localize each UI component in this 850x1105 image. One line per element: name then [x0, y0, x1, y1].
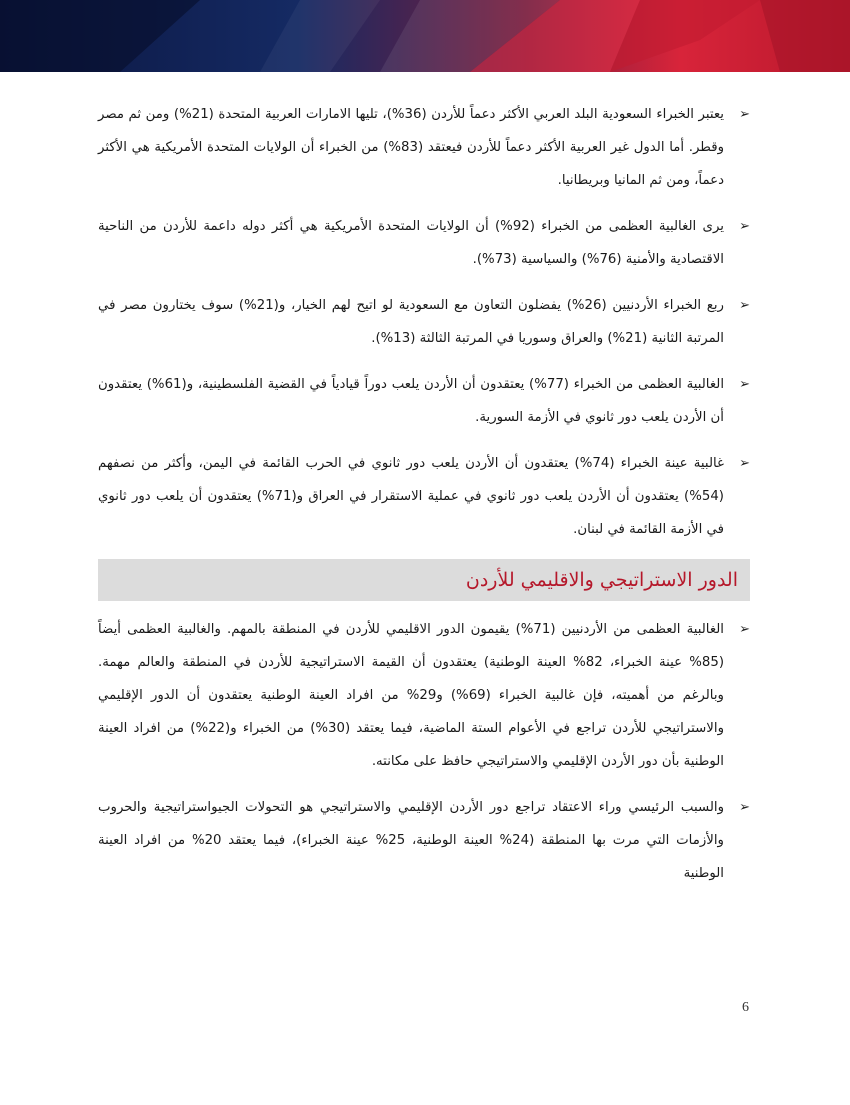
- paragraph-text: غالبية عينة الخبراء (74%) يعتقدون أن الأردن يلعب دور ثانوي في الحرب القائمة في اليمن، وأكثر من نصفهم (54%) يعتقدون أن الأردن يلعب دور ثانوي في عملية الاستقرار في العراق و(71%) يعتقدون أن يلعب دور ثانوي في الأزمة القائمة في لبنان.: [98, 456, 724, 537]
- bullet-paragraph: [98, 98, 750, 197]
- bullet-paragraph: [98, 368, 750, 434]
- arrow-bullet-icon: ➢: [739, 219, 750, 234]
- arrow-bullet-icon: ➢: [739, 622, 750, 637]
- paragraph-text: والسبب الرئيسي وراء الاعتقاد تراجع دور الأردن الإقليمي والاستراتيجي هو التحولات الجيواستراتيجية والحروب والأزمات التي مرت بها المنطقة (24% العينة الوطنية، 25% عينة الخبراء)، فيما يعتقد 20% من افراد العينة الوطنية: [98, 800, 724, 881]
- paragraph-text: يعتبر الخبراء السعودية البلد العربي الأكثر دعماً للأردن (36%)، تليها الامارات العربية المتحدة (21%) ومن ثم مصر وقطر. أما الدول غير العربية الأكثر دعماً للأردن فيعتقد (83%) من الخبراء أن الولايات المتحدة الأمريكية هي الأكثر دعماً، ومن ثم المانيا وبريطانيا.: [98, 107, 724, 188]
- bullet-paragraph: [98, 447, 750, 546]
- bullet-paragraph: [98, 210, 750, 276]
- paragraph-text: ربع الخبراء الأردنيين (26%) يفضلون التعاون مع السعودية لو اتيح لهم الخيار، و(21%) سوف يختارون مصر في المرتبة الثانية (21%) والعراق وسوريا في المرتبة الثالثة (13%).: [98, 298, 724, 346]
- header-banner: [0, 0, 850, 72]
- banner-graphic: [0, 0, 850, 72]
- bullet-paragraph: [98, 289, 750, 355]
- bullet-paragraph: [98, 613, 750, 778]
- section-heading: الدور الاستراتيجي والاقليمي للأردن: [98, 559, 750, 601]
- arrow-bullet-icon: ➢: [739, 107, 750, 122]
- paragraph-text: يرى الغالبية العظمى من الخبراء (92%) أن الولايات المتحدة الأمريكية هي أكثر دوله داعمة للأردن من الناحية الاقتصادية والأمنية (76%) والسياسية (73%).: [98, 219, 724, 267]
- arrow-bullet-icon: ➢: [739, 456, 750, 471]
- paragraph-text: الغالبية العظمى من الأردنيين (71%) يقيمون الدور الاقليمي للأردن في المنطقة بالمهم. والغالبية العظمى أيضاً (85% عينة الخبراء، 82% العينة الوطنية) يعتقدون أن القيمة الاستراتيجية للأردن في المنطقة والعالم مهمة. وبالرغم من أهميته، فإن غالبية الخبراء (69%) و29% من افراد العينة الوطنية يعتقدون أن الدور الإقليمي والاستراتيجي للأردن تراجع في الأعوام الستة الماضية، فيما يعتقد (30%) من الخبراء و(22%) من افراد العينة الوطنية بأن دور الأردن الإقليمي والاستراتيجي حافظ على مكانته.: [98, 622, 725, 769]
- bullet-paragraph: [98, 791, 750, 890]
- arrow-bullet-icon: ➢: [739, 377, 750, 392]
- page-content: [98, 98, 750, 903]
- page-number: 6: [742, 1000, 749, 1015]
- arrow-bullet-icon: ➢: [739, 298, 750, 313]
- arrow-bullet-icon: ➢: [739, 800, 750, 815]
- paragraph-text: الغالبية العظمى من الخبراء (77%) يعتقدون أن الأردن يلعب دوراً قيادياً في القضية الفلسطينية، و(61%) يعتقدون أن الأردن يلعب دور ثانوي في الأزمة السورية.: [98, 377, 725, 425]
